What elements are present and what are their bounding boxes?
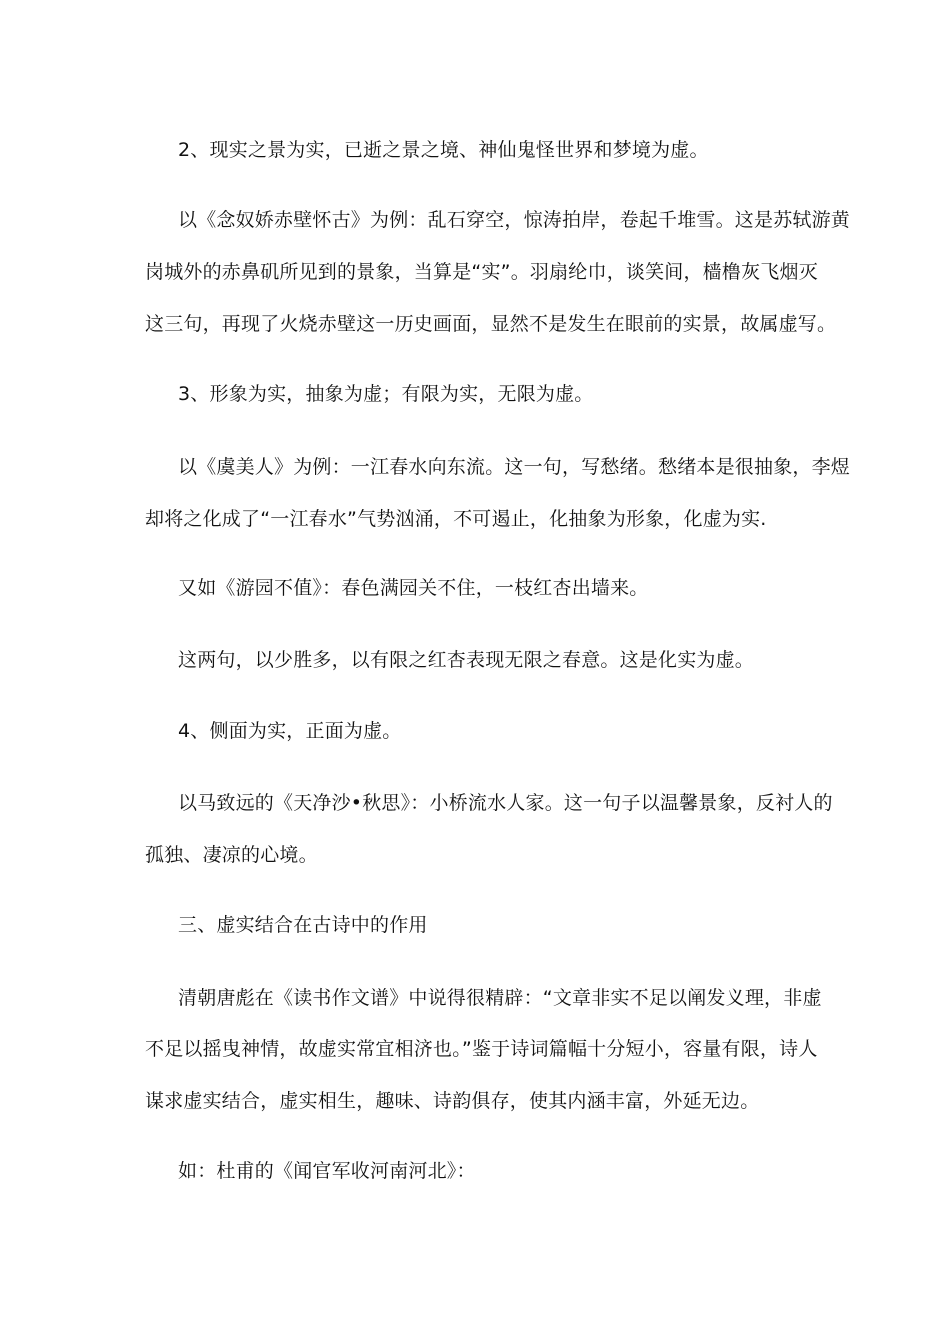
text-line: 这两句，以少胜多，以有限之红杏表现无限之春意。这是化实为虚。 xyxy=(178,649,755,671)
text-line: 4、侧面为实，正面为虚。 xyxy=(178,720,402,742)
text-line: 以《虞美人》为例：一江春水向东流。这一句，写愁绪。愁绪本是很抽象，李煜 xyxy=(178,456,851,478)
text-line: 却将之化成了“一江春水”气势汹涌，不可遏止，化抽象为形象，化虚为实. xyxy=(145,508,767,530)
text-line: 以《念奴娇赤壁怀古》为例：乱石穿空，惊涛拍岸，卷起千堆雪。这是苏轼游黄 xyxy=(178,209,851,231)
text-line: 又如《游园不值》：春色满园关不住，一枝红杏出墙来。 xyxy=(178,577,649,599)
text-line: 2、现实之景为实，已逝之景之境、神仙鬼怪世界和梦境为虚。 xyxy=(178,139,709,161)
text-line: 这三句，再现了火烧赤壁这一历史画面，显然不是发生在眼前的实景，故属虚写。 xyxy=(145,313,837,335)
text-line: 谋求虚实结合，虚实相生，趣味、诗韵俱存，使其内涵丰富，外延无边。 xyxy=(145,1090,760,1112)
section-heading: 三、虚实结合在古诗中的作用 xyxy=(178,914,428,936)
text-line: 清朝唐彪在《读书作文谱》中说得很精辟：“文章非实不足以阐发义理，非虚 xyxy=(178,987,822,1009)
text-line: 以马致远的《天净沙•秋思》：小桥流水人家。这一句子以温馨景象，反衬人的 xyxy=(178,792,833,814)
text-line: 3、形象为实，抽象为虚；有限为实，无限为虚。 xyxy=(178,383,594,405)
text-line: 孤独、凄凉的心境。 xyxy=(145,844,318,866)
text-line: 如：杜甫的《闻官军收河南河北》： xyxy=(178,1160,476,1182)
text-line: 岗城外的赤鼻矶所见到的景象，当算是“实”。羽扇纶巾，谈笑间，樯橹灰飞烟灭 xyxy=(145,261,818,283)
text-line: 不足以摇曳神情，故虚实常宜相济也。”鉴于诗词篇幅十分短小，容量有限，诗人 xyxy=(145,1038,818,1060)
